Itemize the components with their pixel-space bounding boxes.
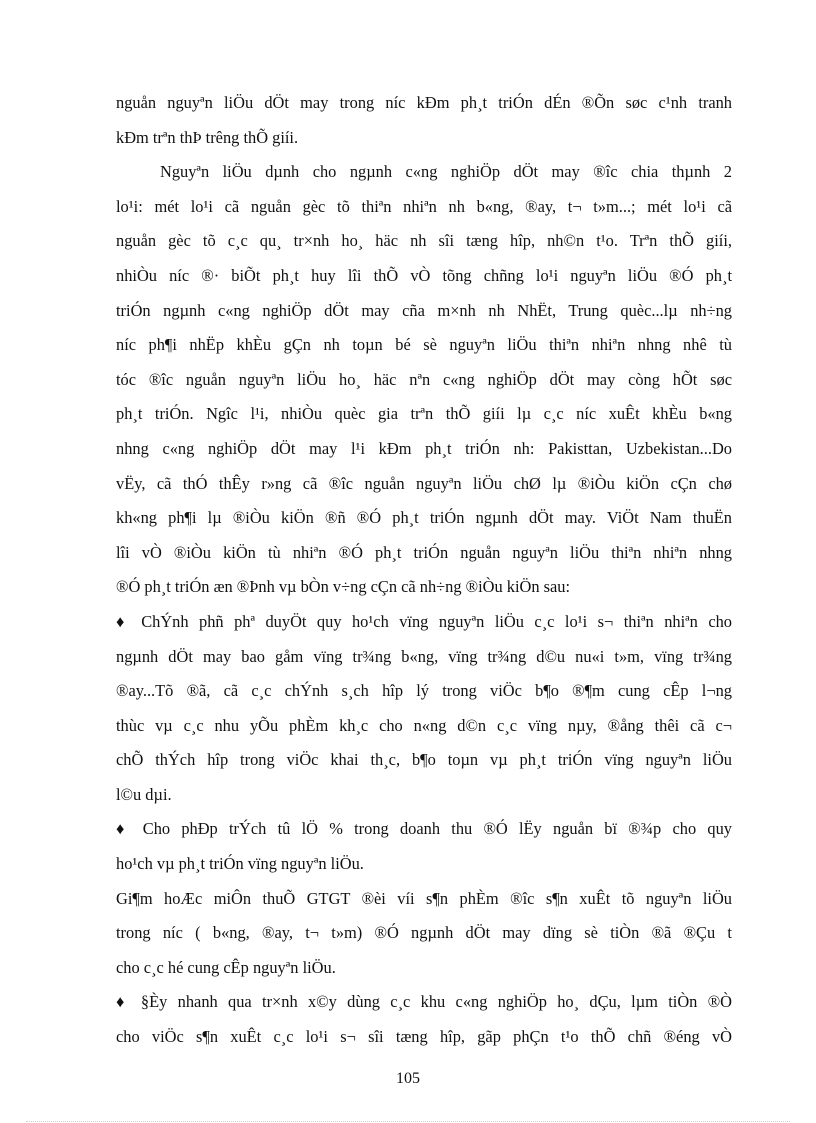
text-line: kÐm trªn thÞ trêng thÕ giíi.: [116, 127, 299, 147]
bullet-line: ♦ ChÝnh phñ phª duyÖt quy ho¹ch vïng nguyªn liÖu c¸c lo¹i s¬ thiªn nhiªn cho: [116, 611, 732, 631]
footer-divider: [26, 1121, 790, 1122]
text-line: cho c¸c hé cung cÊp nguyªn liÖu.: [116, 957, 336, 977]
text-line: lo¹i: mét lo¹i cã nguån gèc tõ thiªn nhiªn nh b«ng, ®ay, t¬ t»m...; mét lo¹i cã: [116, 196, 732, 216]
body-text: [116, 86, 732, 1055]
text-line: ®Ó ph¸t triÓn æn ®Þnh vµ bÒn v÷ng cÇn cã nh÷ng ®iÒu kiÖn sau:: [116, 577, 571, 597]
text-line: Gi¶m hoÆc miÔn thuÕ GTGT ®èi víi s¶n phÈm ®îc s¶n xuÊt tõ nguyªn liÖu: [116, 888, 732, 908]
paragraph-first-line: Nguyªn liÖu dµnh cho ngµnh c«ng nghiÖp dÖt may ®îc chia thµnh 2: [160, 162, 732, 182]
bullet-line: ♦ §Èy nhanh qua tr×nh x©y dùng c¸c khu c«ng nghiÖp ho¸ dÇu, lµm tiÒn ®Ò: [116, 992, 732, 1012]
text-line: nguån nguyªn liÖu dÖt may trong níc kÐm ph¸t triÓn dÉn ®Õn søc c¹nh tranh: [116, 93, 732, 112]
text-line: ho¹ch vµ ph¸t triÓn vïng nguyªn liÖu.: [116, 854, 364, 874]
text-line: ph¸t triÓn. Ngîc l¹i, nhiÒu quèc gia trªn thÕ giíi lµ c¸c níc xuÊt khÈu b«ng: [116, 404, 732, 424]
text-line: ®ay...Tõ ®ã, cã c¸c chÝnh s¸ch hîp lý trong viÖc b¶o ®¶m cung cÊp l¬ng: [116, 681, 732, 701]
text-line: kh«ng ph¶i lµ ®iÒu kiÖn ®ñ ®Ó ph¸t triÓn ngµnh dÖt may. ViÖt Nam thuËn: [116, 508, 732, 528]
text-line: níc ph¶i nhËp khÈu gÇn nh toµn bé sè nguyªn liÖu thiªn nhiªn nhng nhê tù: [116, 335, 732, 355]
text-line: ngµnh dÖt may bao gåm vïng tr¾ng b«ng, vïng tr¾ng d©u nu«i t»m, vïng tr¾ng: [116, 646, 732, 666]
text-line: l©u dµi.: [116, 784, 172, 804]
text-line: tóc ®îc nguån nguyªn liÖu ho¸ häc nªn c«ng nghiÖp dÖt may còng hÕt søc: [116, 369, 732, 389]
text-line: lîi vÒ ®iÒu kiÖn tù nhiªn ®Ó ph¸t triÓn nguån nguyªn liÖu thiªn nhiªn nhng: [116, 542, 732, 562]
page-number: 105: [396, 1070, 420, 1087]
text-line: nhiÒu níc ®· biÕt ph¸t huy lîi thÕ vÒ tõng chñng lo¹i nguyªn liÖu ®Ó ph¸t: [116, 265, 732, 285]
text-line: thùc vµ c¸c nhu yÕu phÈm kh¸c cho n«ng d©n c¸c vïng nµy, ®ång thêi cã c¬: [116, 715, 732, 735]
text-line: cho viÖc s¶n xuÊt c¸c lo¹i s¬ sîi tæng hîp, gãp phÇn t¹o thÕ chñ ®éng vÒ: [116, 1027, 732, 1047]
bullet-line: ♦ Cho phÐp trÝch tû lÖ % trong doanh thu ®Ó lËy nguån bï ®¾p cho quy: [116, 819, 732, 839]
text-line: triÓn ngµnh c«ng nghiÖp dÖt may cña m×nh nh NhËt, Trung quèc...lµ nh÷ng: [116, 300, 732, 320]
text-line: vËy, cã thÓ thÊy r»ng cã ®îc nguån nguyªn liÖu chØ lµ ®iÒu kiÖn cÇn chø: [116, 473, 732, 493]
text-line: chÕ thÝch hîp trong viÖc khai th¸c, b¶o toµn vµ ph¸t triÓn vïng nguyªn liÖu: [116, 750, 732, 770]
text-line: trong níc ( b«ng, ®ay, t¬ t»m) ®Ó ngµnh dÖt may dïng sè tiÒn ®ã ®Çu t: [116, 923, 732, 943]
text-line: nguån gèc tõ c¸c qu¸ tr×nh ho¸ häc nh sîi tæng hîp, nh©n t¹o. Trªn thÕ giíi,: [116, 231, 732, 251]
text-line: nhng c«ng nghiÖp dÖt may l¹i kÐm ph¸t triÓn nh: Pakisttan, Uzbekistan...Do: [116, 438, 732, 458]
